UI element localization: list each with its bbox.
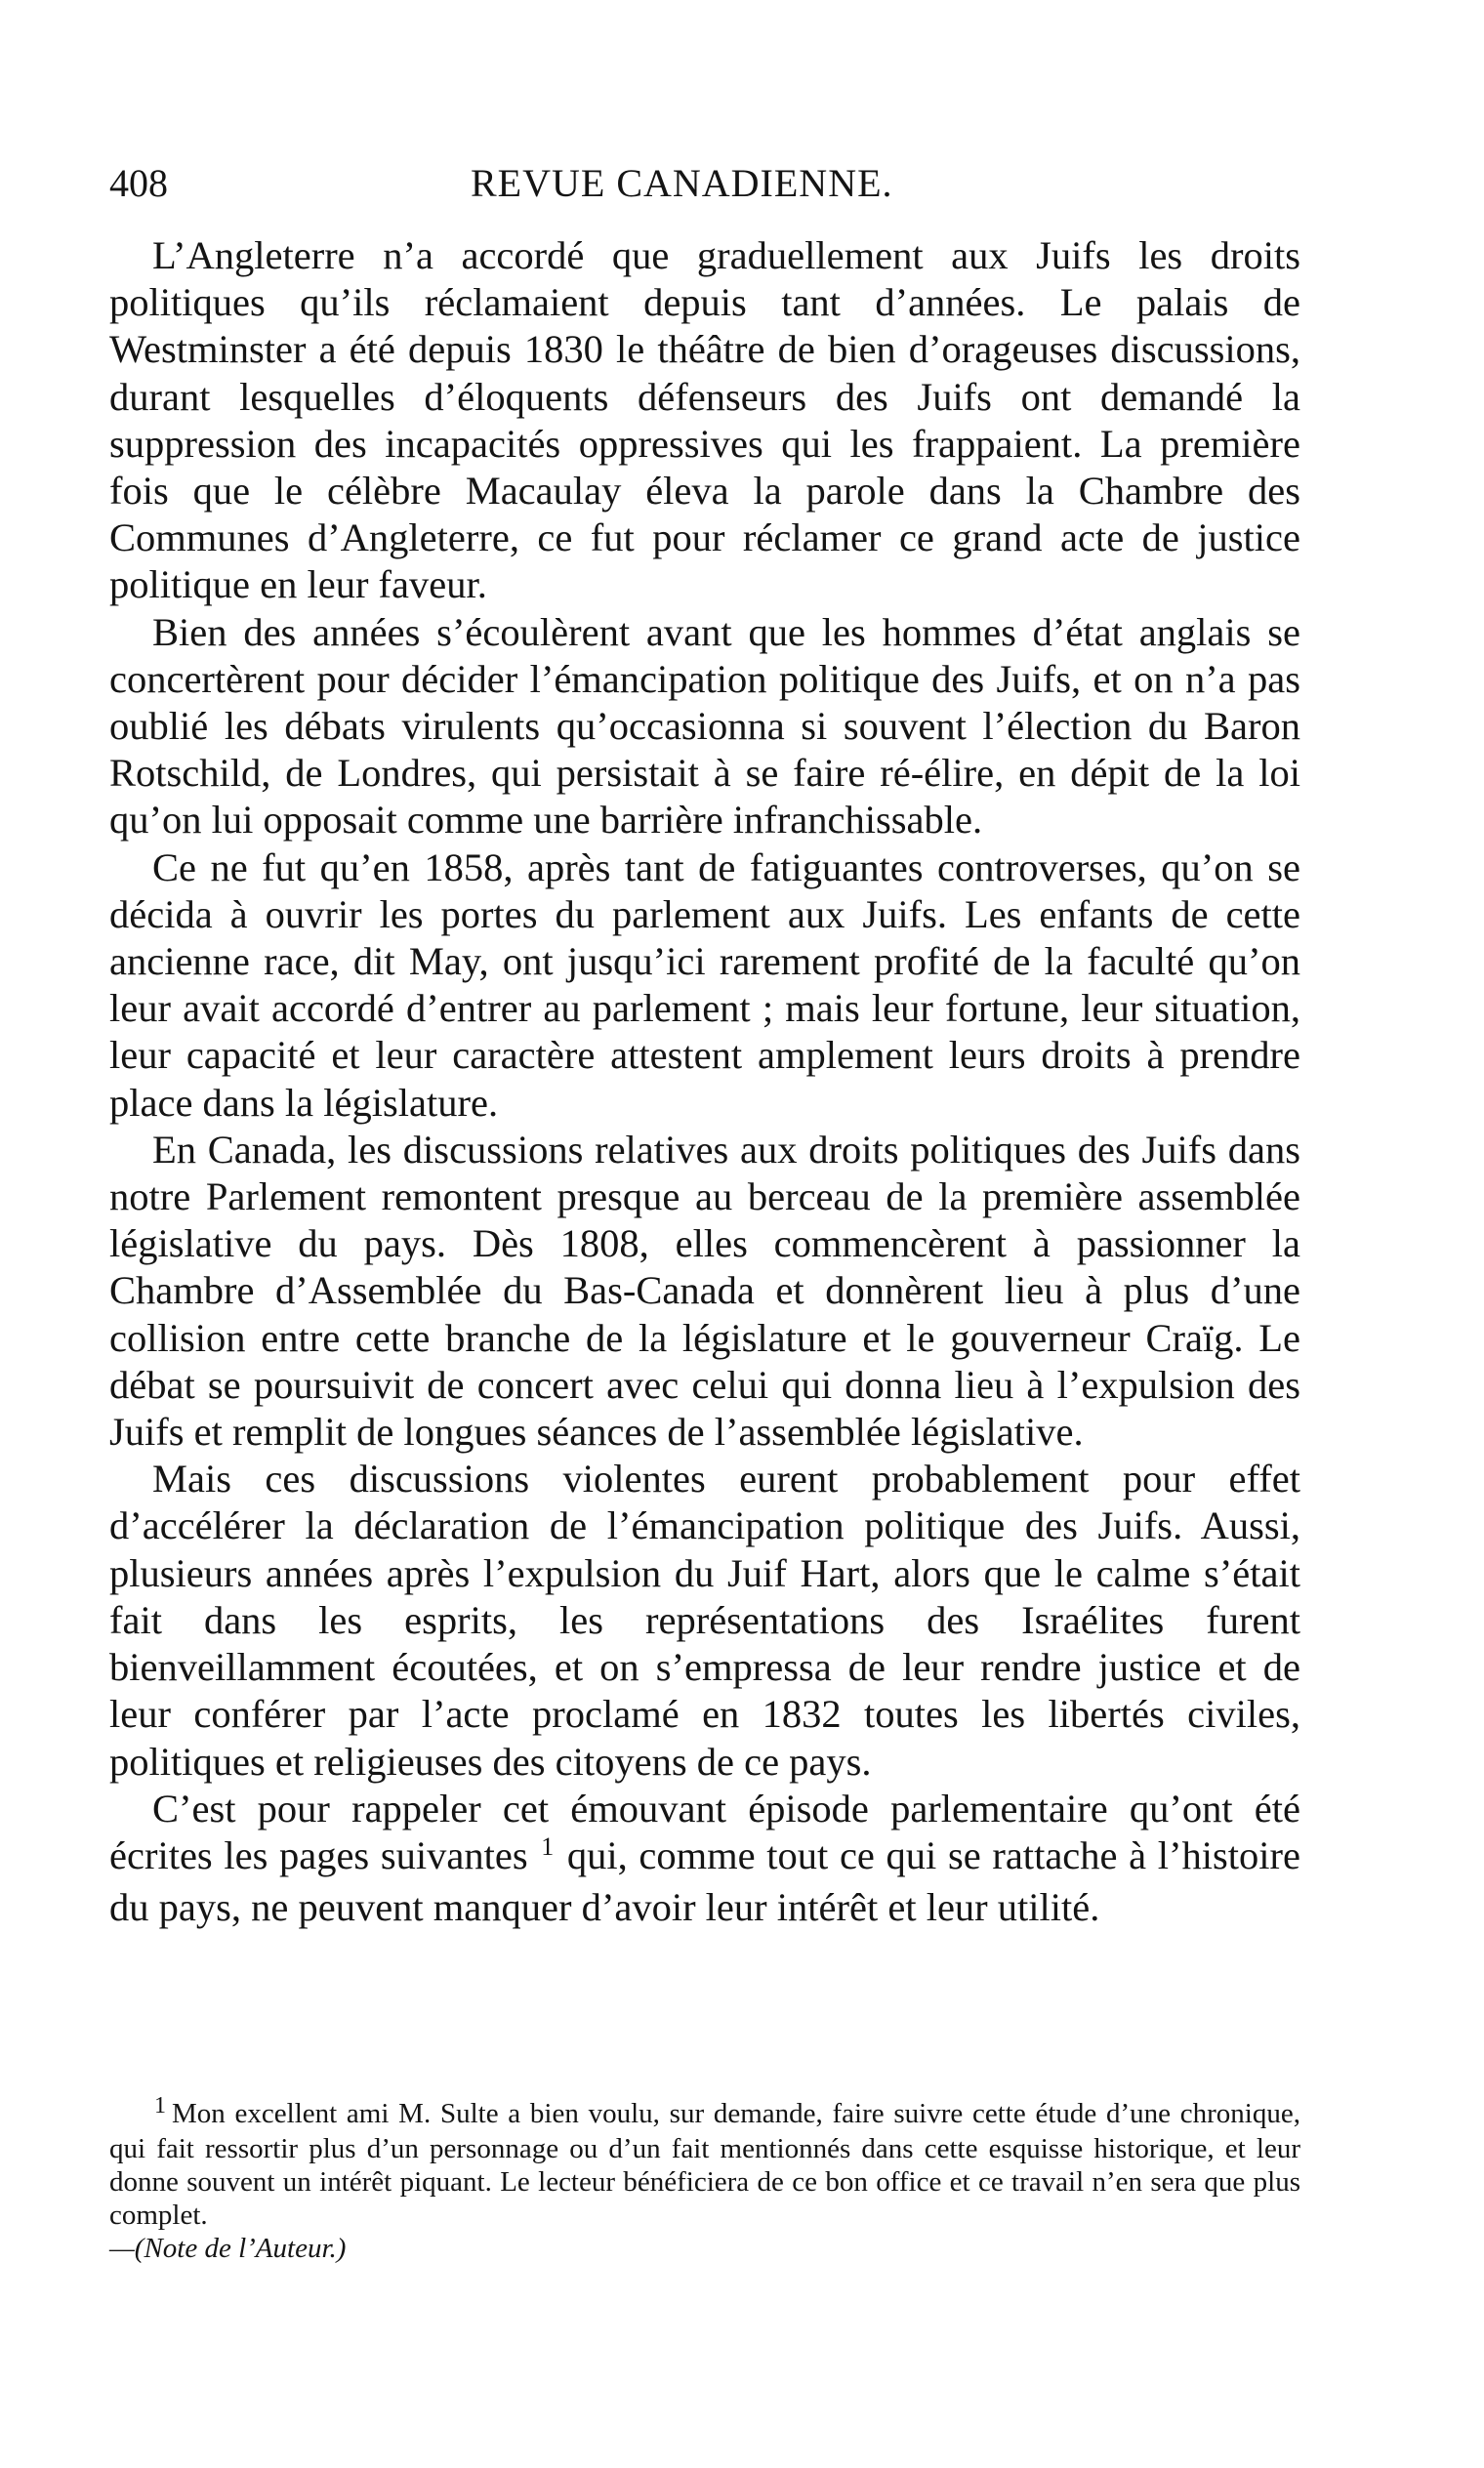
footnote-reference: 1 — [541, 1831, 555, 1861]
footnotes — [109, 2093, 1300, 2265]
footnote-1 — [109, 2093, 1300, 2265]
paragraph-6 — [109, 1786, 1300, 1932]
paragraph-5: Mais ces discussions violentes eurent probablement pour effet d’accélérer la déclaration de l’émancipation politique des Juifs. Aussi, plusieurs années après l’expulsion du Juif Hart, alors que le calme s’était fait dans les esprits, les représentations des Israélites furent bienveillamment écoutées, et on s’empressa de leur rendre justice et de leur conférer par l’acte proclamé en 1832 toutes les libertés civiles, politiques et religieuses des citoyens de ce pays. — [109, 1457, 1300, 1784]
paragraph-6-text-b: qui, comme tout ce qui se rattache à l’histoire du pays, ne peuvent manquer d’avoir leur intérêt et leur utilité. — [109, 1832, 1300, 1930]
running-title: REVUE CANADIENNE. — [471, 161, 893, 205]
footnote-marker: 1 — [154, 2093, 166, 2118]
paragraph-2: Bien des années s’écoulèrent avant que les hommes d’état anglais se concertèrent pour décider l’émancipation politique des Juifs, et on n’a pas oublié les débats virulents qu’occasionna si souvent l’élection du Baron Rotschild, de Londres, qui persistait à se faire ré-élire, en dépit de la loi qu’on lui opposait comme une barrière infranchissable. — [109, 609, 1300, 843]
body-text — [109, 232, 1300, 1931]
paragraph-1: L’Angleterre n’a accordé que graduellement aux Juifs les droits politiques qu’ils réclamaient depuis tant d’années. Le palais de Westminster a été depuis 1830 le théâtre de bien d’orageuses discussions, durant lesquelles d’éloquents défenseurs des Juifs ont demandé la suppression des incapacités oppressives qui les frappaient. La première fois que le célèbre Macaulay éleva la parole dans la Chambre des Communes d’Angleterre, ce fut pour réclamer ce grand acte de justice politique en leur faveur. — [109, 233, 1300, 607]
paragraph-4: En Canada, les discussions relatives aux droits politiques des Juifs dans notre Parlement remontent presque au berceau de la première assemblée législative du pays. Dès 1808, elles commencèrent à passionner la Chambre d’Assemblée du Bas-Canada et donnèrent lieu à plus d’une collision entre cette branche de la législature et le gouverneur Craïg. Le débat se poursuivit de concert avec celui qui donna lieu à l’expulsion des Juifs et remplit de longues séances de l’assemblée législative. — [109, 1127, 1300, 1455]
page-number: 408 — [109, 161, 168, 205]
paragraph-6-text-a: C’est pour rappeler cet émouvant épisode parlementaire qu’ont été écrites les pages suivantes — [109, 1786, 1300, 1877]
page-header — [109, 154, 1300, 213]
footnote-signature: —(Note de l’Auteur.) — [109, 2233, 347, 2264]
footnote-text: Mon excellent ami M. Sulte a bien voulu, sur demande, faire suivre cette étude d’une chronique, qui fait ressortir plus d’un personnage ou d’un fait mentionnés dans cette esquisse historique, et leur donne souvent un intérêt piquant. Le lecteur bénéficiera de ce bon office et ce travail n’en sera que plus complet. — [109, 2098, 1300, 2231]
paragraph-3: Ce ne fut qu’en 1858, après tant de fatiguantes controverses, qu’on se décida à ouvrir les portes du parlement aux Juifs. Les enfants de cette ancienne race, dit May, ont jusqu’ici rarement profité de la faculté qu’on leur avait accordé d’entrer au parlement ; mais leur fortune, leur situation, leur capacité et leur caractère attestent amplement leurs droits à prendre place dans la législature. — [109, 844, 1300, 1125]
